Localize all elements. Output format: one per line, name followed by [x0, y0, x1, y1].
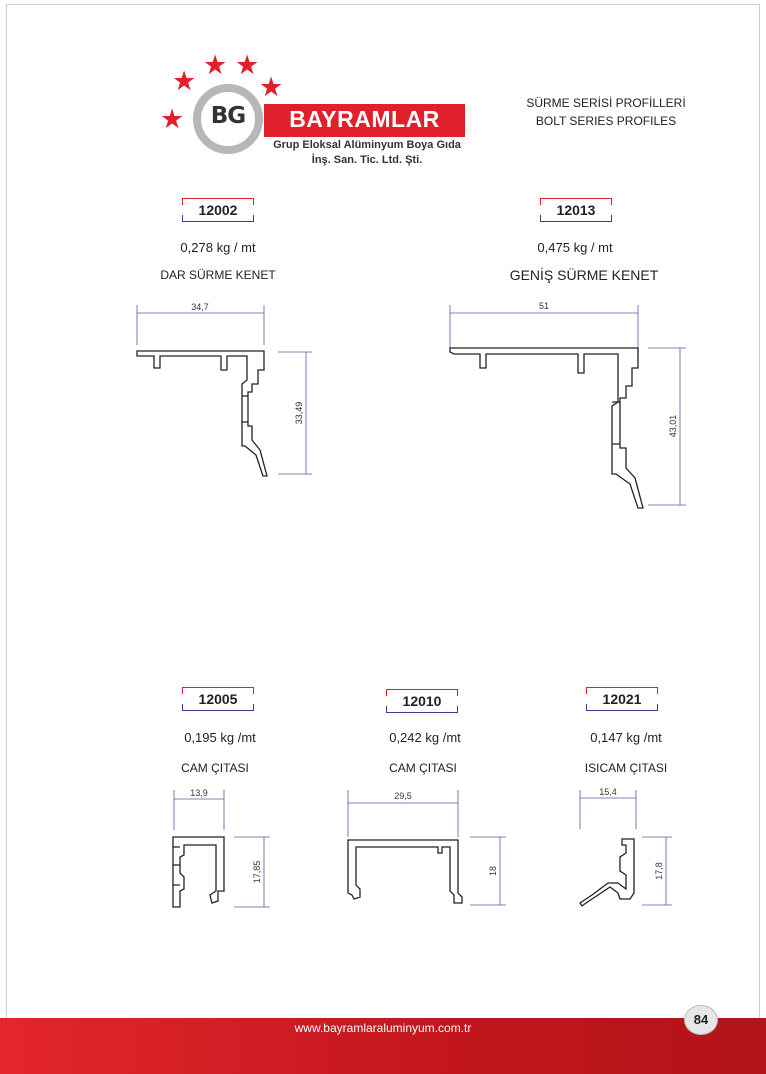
brand-subtitle-2: İnş. San. Tic. Ltd. Şti. — [311, 154, 423, 166]
product-name: ISICAM ÇITASI — [584, 761, 668, 775]
profile-drawing-12002 — [130, 300, 320, 485]
dimension-width: 51 — [538, 301, 550, 311]
page-number: 84 — [684, 1005, 718, 1035]
dimension-width: 34,7 — [191, 302, 209, 312]
star-icon: ★ — [235, 50, 260, 81]
star-icon: ★ — [203, 50, 228, 81]
dimension-height: 17,85 — [252, 860, 262, 884]
logo-letters: BG — [210, 103, 246, 129]
dimension-height: 33,49 — [294, 401, 304, 425]
star-icon: ★ — [172, 66, 197, 97]
product-code: 12013 — [540, 198, 612, 222]
profile-drawing-12005 — [160, 785, 275, 915]
profile-drawing-12021 — [570, 785, 675, 915]
product-code: 12002 — [182, 198, 254, 222]
product-code: 12005 — [182, 687, 254, 711]
series-title-tr: SÜRME SERİSİ PROFİLLERİ — [526, 96, 686, 110]
dimension-width: 15,4 — [599, 787, 617, 797]
product-code: 12010 — [386, 689, 458, 713]
website-link[interactable]: www.bayramlaraluminyum.com.tr — [294, 1021, 472, 1035]
profile-drawing-12013 — [440, 298, 690, 513]
dimension-height: 18 — [488, 865, 498, 877]
product-weight: 0,475 kg / mt — [537, 240, 613, 255]
product-weight: 0,147 kg /mt — [590, 730, 662, 745]
dimension-width: 13,9 — [190, 788, 208, 798]
profile-drawing-12010 — [330, 785, 510, 915]
product-weight: 0,242 kg /mt — [389, 730, 461, 745]
brand-subtitle-1: Grup Eloksal Alüminyum Boya Gıda — [273, 139, 461, 151]
star-icon: ★ — [160, 104, 185, 135]
brand-name: BAYRAMLAR — [289, 106, 440, 132]
dimension-width: 29,5 — [394, 791, 412, 801]
product-weight: 0,278 kg / mt — [180, 240, 256, 255]
product-weight: 0,195 kg /mt — [184, 730, 256, 745]
product-name: GENİŞ SÜRME KENET — [509, 267, 659, 283]
star-icon: ★ — [259, 72, 284, 103]
dimension-height: 43,01 — [668, 414, 678, 438]
product-name: CAM ÇITASI — [181, 761, 249, 775]
product-name: CAM ÇITASI — [389, 761, 457, 775]
product-name: DAR SÜRME KENET — [160, 268, 276, 282]
dimension-height: 17,8 — [654, 862, 664, 880]
product-code: 12021 — [586, 687, 658, 711]
series-title-en: BOLT SERIES PROFILES — [535, 114, 677, 128]
